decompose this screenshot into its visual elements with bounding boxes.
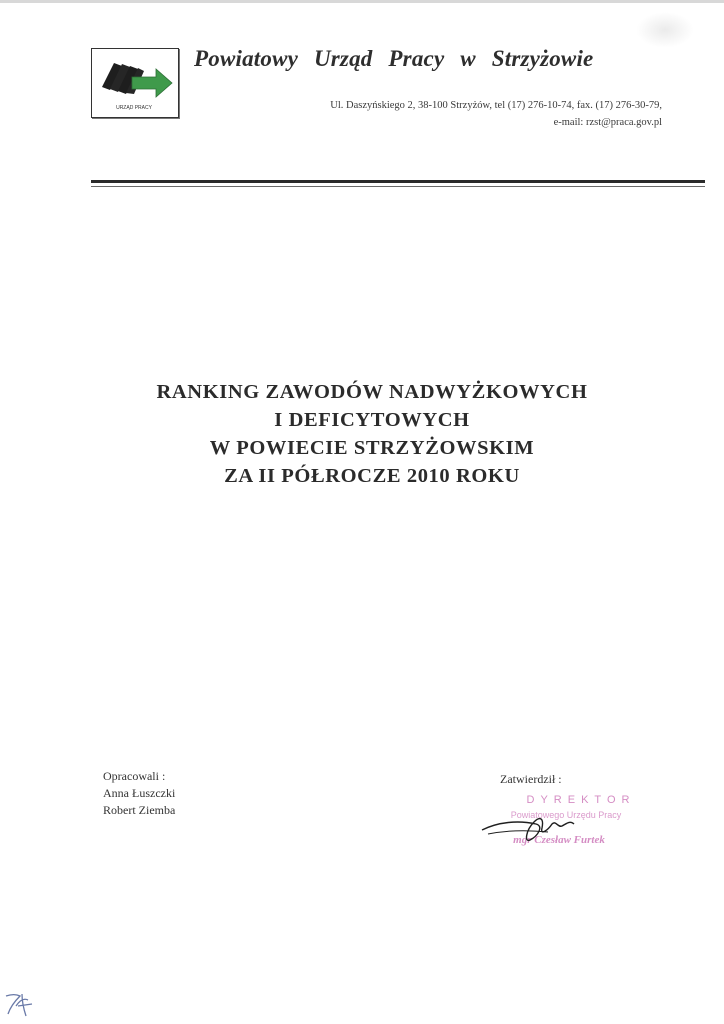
scan-smudge <box>636 12 694 48</box>
stamp-name: mgr Czesław Furtek <box>513 834 605 846</box>
logo-caption: URZĄD PRACY <box>116 105 152 111</box>
stamp-office: Powiatowego Urzędu Pracy <box>510 810 622 820</box>
address-line: Ul. Daszyńskiego 2, 38-100 Strzyżów, tel (17) 276-10-74, fax. (17) 276-30-79, <box>330 100 662 111</box>
approved-by-label: Zatwierdził : <box>500 772 562 786</box>
title-line: W POWIECIE STRZYŻOWSKIM <box>209 437 535 459</box>
prepared-label: Opracowali : <box>103 769 166 783</box>
director-signature <box>478 800 588 850</box>
email-line: e-mail: rzst@praca.gov.pl <box>553 117 662 128</box>
title-line: RANKING ZAWODÓW NADWYŻKOWYCH <box>156 381 588 403</box>
header-divider <box>91 180 705 183</box>
office-logo-graphic <box>92 49 178 117</box>
author-name: Robert Ziemba <box>103 803 176 817</box>
office-logo <box>91 48 179 118</box>
stamp-title: DYREKTOR <box>526 794 636 806</box>
author-name: Anna Łuszczki <box>103 786 176 800</box>
scan-edge <box>0 0 724 3</box>
office-name: Powiatowy Urząd Pracy w Strzyżowie <box>194 46 594 71</box>
header-divider-thin <box>91 186 705 187</box>
prepared-by <box>103 768 175 819</box>
title-line: ZA II PÓŁROCZE 2010 ROKU <box>224 465 520 487</box>
handwritten-initials <box>2 988 36 1020</box>
document-title <box>90 378 654 490</box>
title-line: I DEFICYTOWYCH <box>274 409 470 431</box>
office-address <box>180 97 662 131</box>
